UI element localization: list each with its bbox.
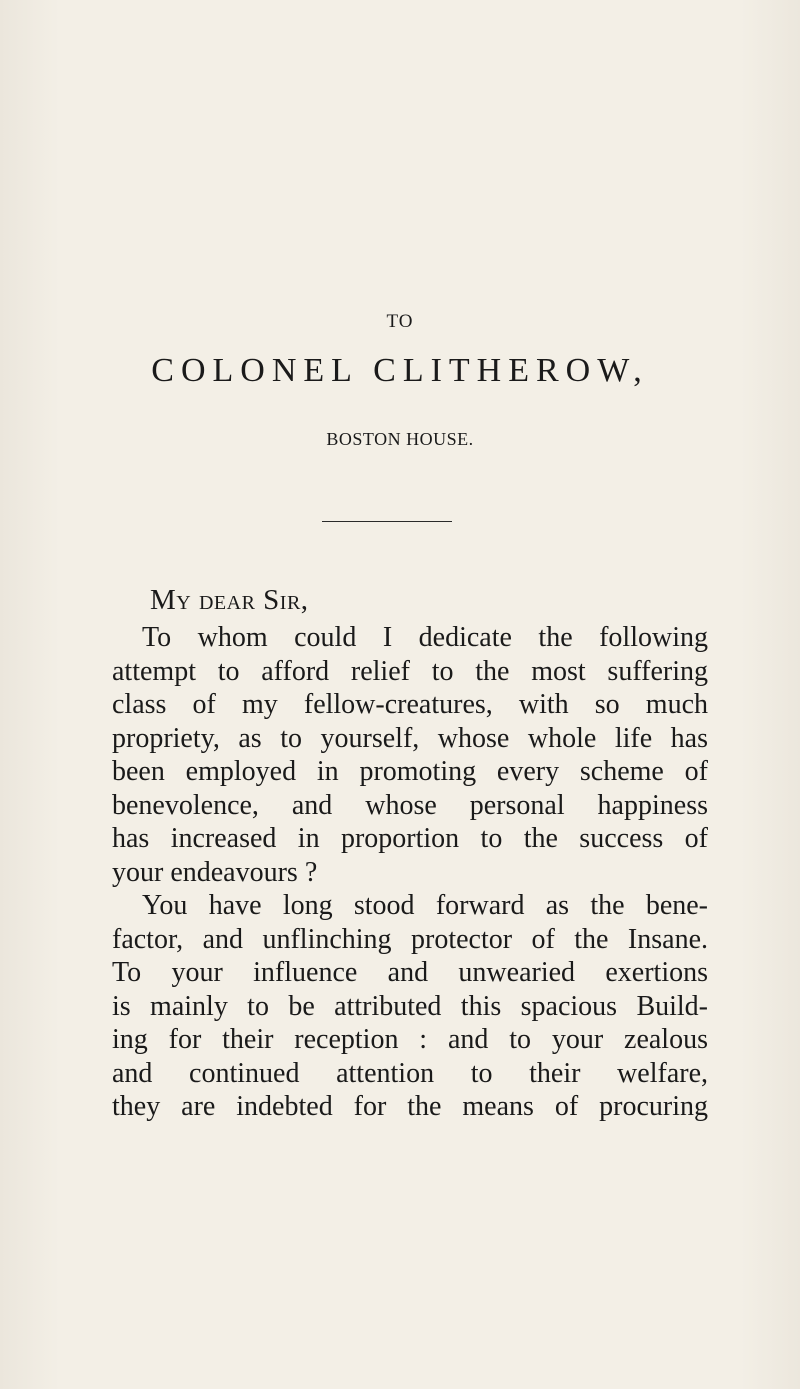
text-line: is mainly to be attributed this spacious Build- (112, 990, 708, 1022)
text-line: factor, and unflinching protector of the Insane. (112, 923, 708, 955)
text-line: your endeavours ? (112, 856, 318, 888)
dedication-to: TO (386, 311, 414, 332)
dedication-text (112, 621, 708, 1124)
salutation: My dear Sir, (150, 584, 309, 616)
text-line: class of my fellow-creatures, with so much (112, 689, 708, 720)
text-line: You have long stood forward as the bene- (142, 890, 708, 921)
text-line: ing for their reception : and to your zealous (112, 1024, 708, 1055)
divider-rule (322, 521, 452, 522)
dedicatee-name: COLONEL CLITHEROW, (151, 352, 649, 389)
text-line: attempt to afford relief to the most suffering (112, 655, 708, 687)
text-line: and continued attention to their welfare, (112, 1057, 708, 1089)
dedicatee-place: BOSTON HOUSE. (326, 429, 474, 449)
text-line: propriety, as to yourself, whose whole life has (112, 722, 708, 754)
text-line: To whom could I dedicate the following (142, 622, 708, 653)
text-line: has increased in proportion to the success of (112, 823, 708, 854)
text-line: benevolence, and whose personal happiness (112, 789, 708, 821)
text-line: they are indebted for the means of procuring (112, 1091, 708, 1122)
text-line: been employed in promoting every scheme of (112, 756, 708, 787)
text-line: To your influence and unwearied exertions (112, 957, 708, 988)
